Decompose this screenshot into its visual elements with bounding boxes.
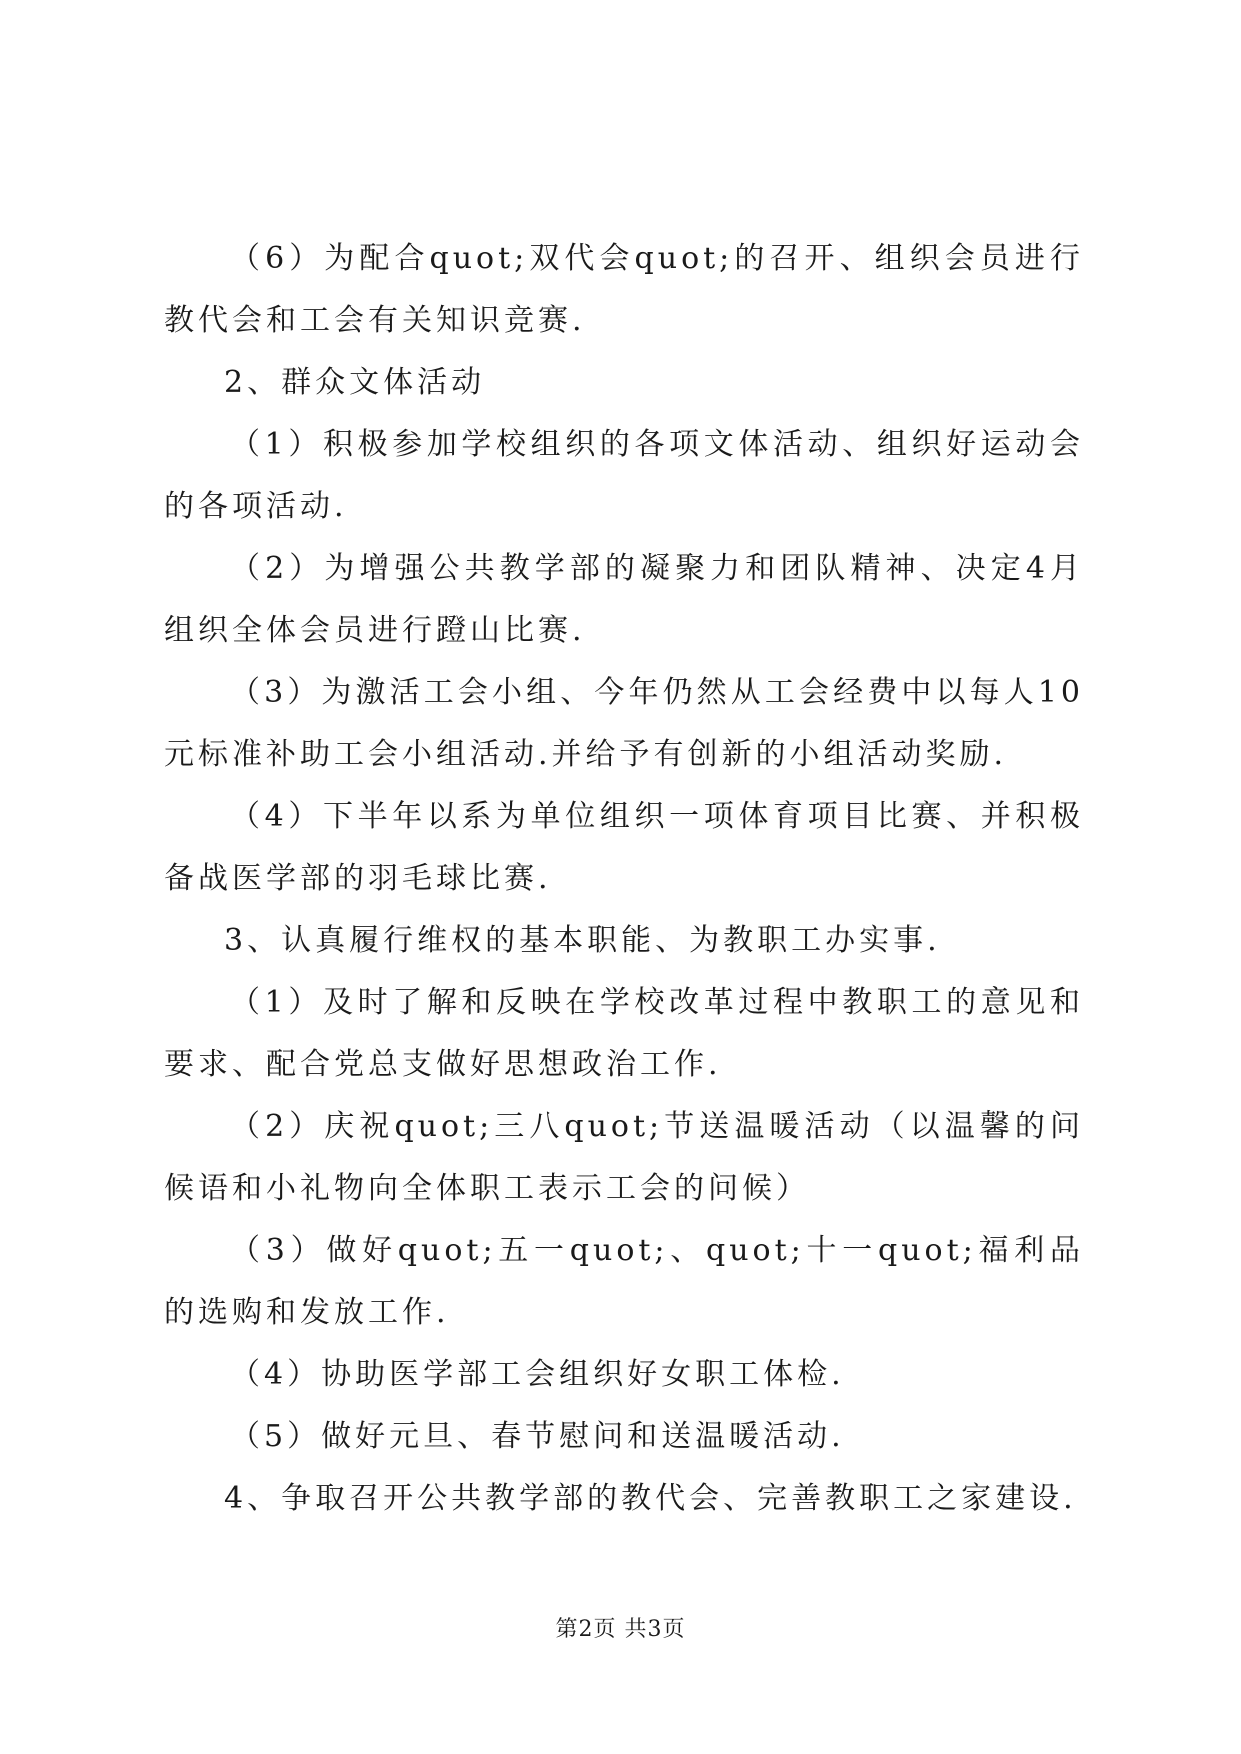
section-heading: 3、认真履行维权的基本职能、为教职工办实事. bbox=[224, 923, 941, 958]
paragraph: （4）协助医学部工会组织好女职工体检. bbox=[230, 1357, 845, 1392]
paragraph: （4）下半年以系为单位组织一项体育项目比赛、并积极备战医学部的羽毛球比赛. bbox=[164, 799, 1084, 896]
page-number-footer: 第2页 共3页 bbox=[555, 1617, 686, 1642]
document-body bbox=[164, 228, 1084, 1530]
paragraph: （3）为激活工会小组、今年仍然从工会经费中以每人10元标准补助工会小组活动.并给予有创新的小组活动奖励. bbox=[164, 675, 1084, 772]
paragraph: （2）庆祝quot;三八quot;节送温暖活动（以温馨的问候语和小礼物向全体职工表示工会的问候） bbox=[164, 1109, 1084, 1206]
paragraph: （3）做好quot;五一quot;、quot;十一quot;福利品的选购和发放工作. bbox=[164, 1233, 1084, 1330]
section-heading: 4、争取召开公共教学部的教代会、完善教职工之家建设. bbox=[224, 1481, 1077, 1516]
paragraph: （6）为配合quot;双代会quot;的召开、组织会员进行教代会和工会有关知识竞赛. bbox=[164, 241, 1084, 338]
paragraph: （1）积极参加学校组织的各项文体活动、组织好运动会的各项活动. bbox=[164, 427, 1084, 524]
section-heading: 2、群众文体活动 bbox=[224, 365, 486, 400]
paragraph: （5）做好元旦、春节慰问和送温暖活动. bbox=[230, 1419, 845, 1454]
paragraph: （1）及时了解和反映在学校改革过程中教职工的意见和要求、配合党总支做好思想政治工作. bbox=[164, 985, 1084, 1082]
paragraph: （2）为增强公共教学部的凝聚力和团队精神、决定4月组织全体会员进行蹬山比赛. bbox=[164, 551, 1084, 648]
